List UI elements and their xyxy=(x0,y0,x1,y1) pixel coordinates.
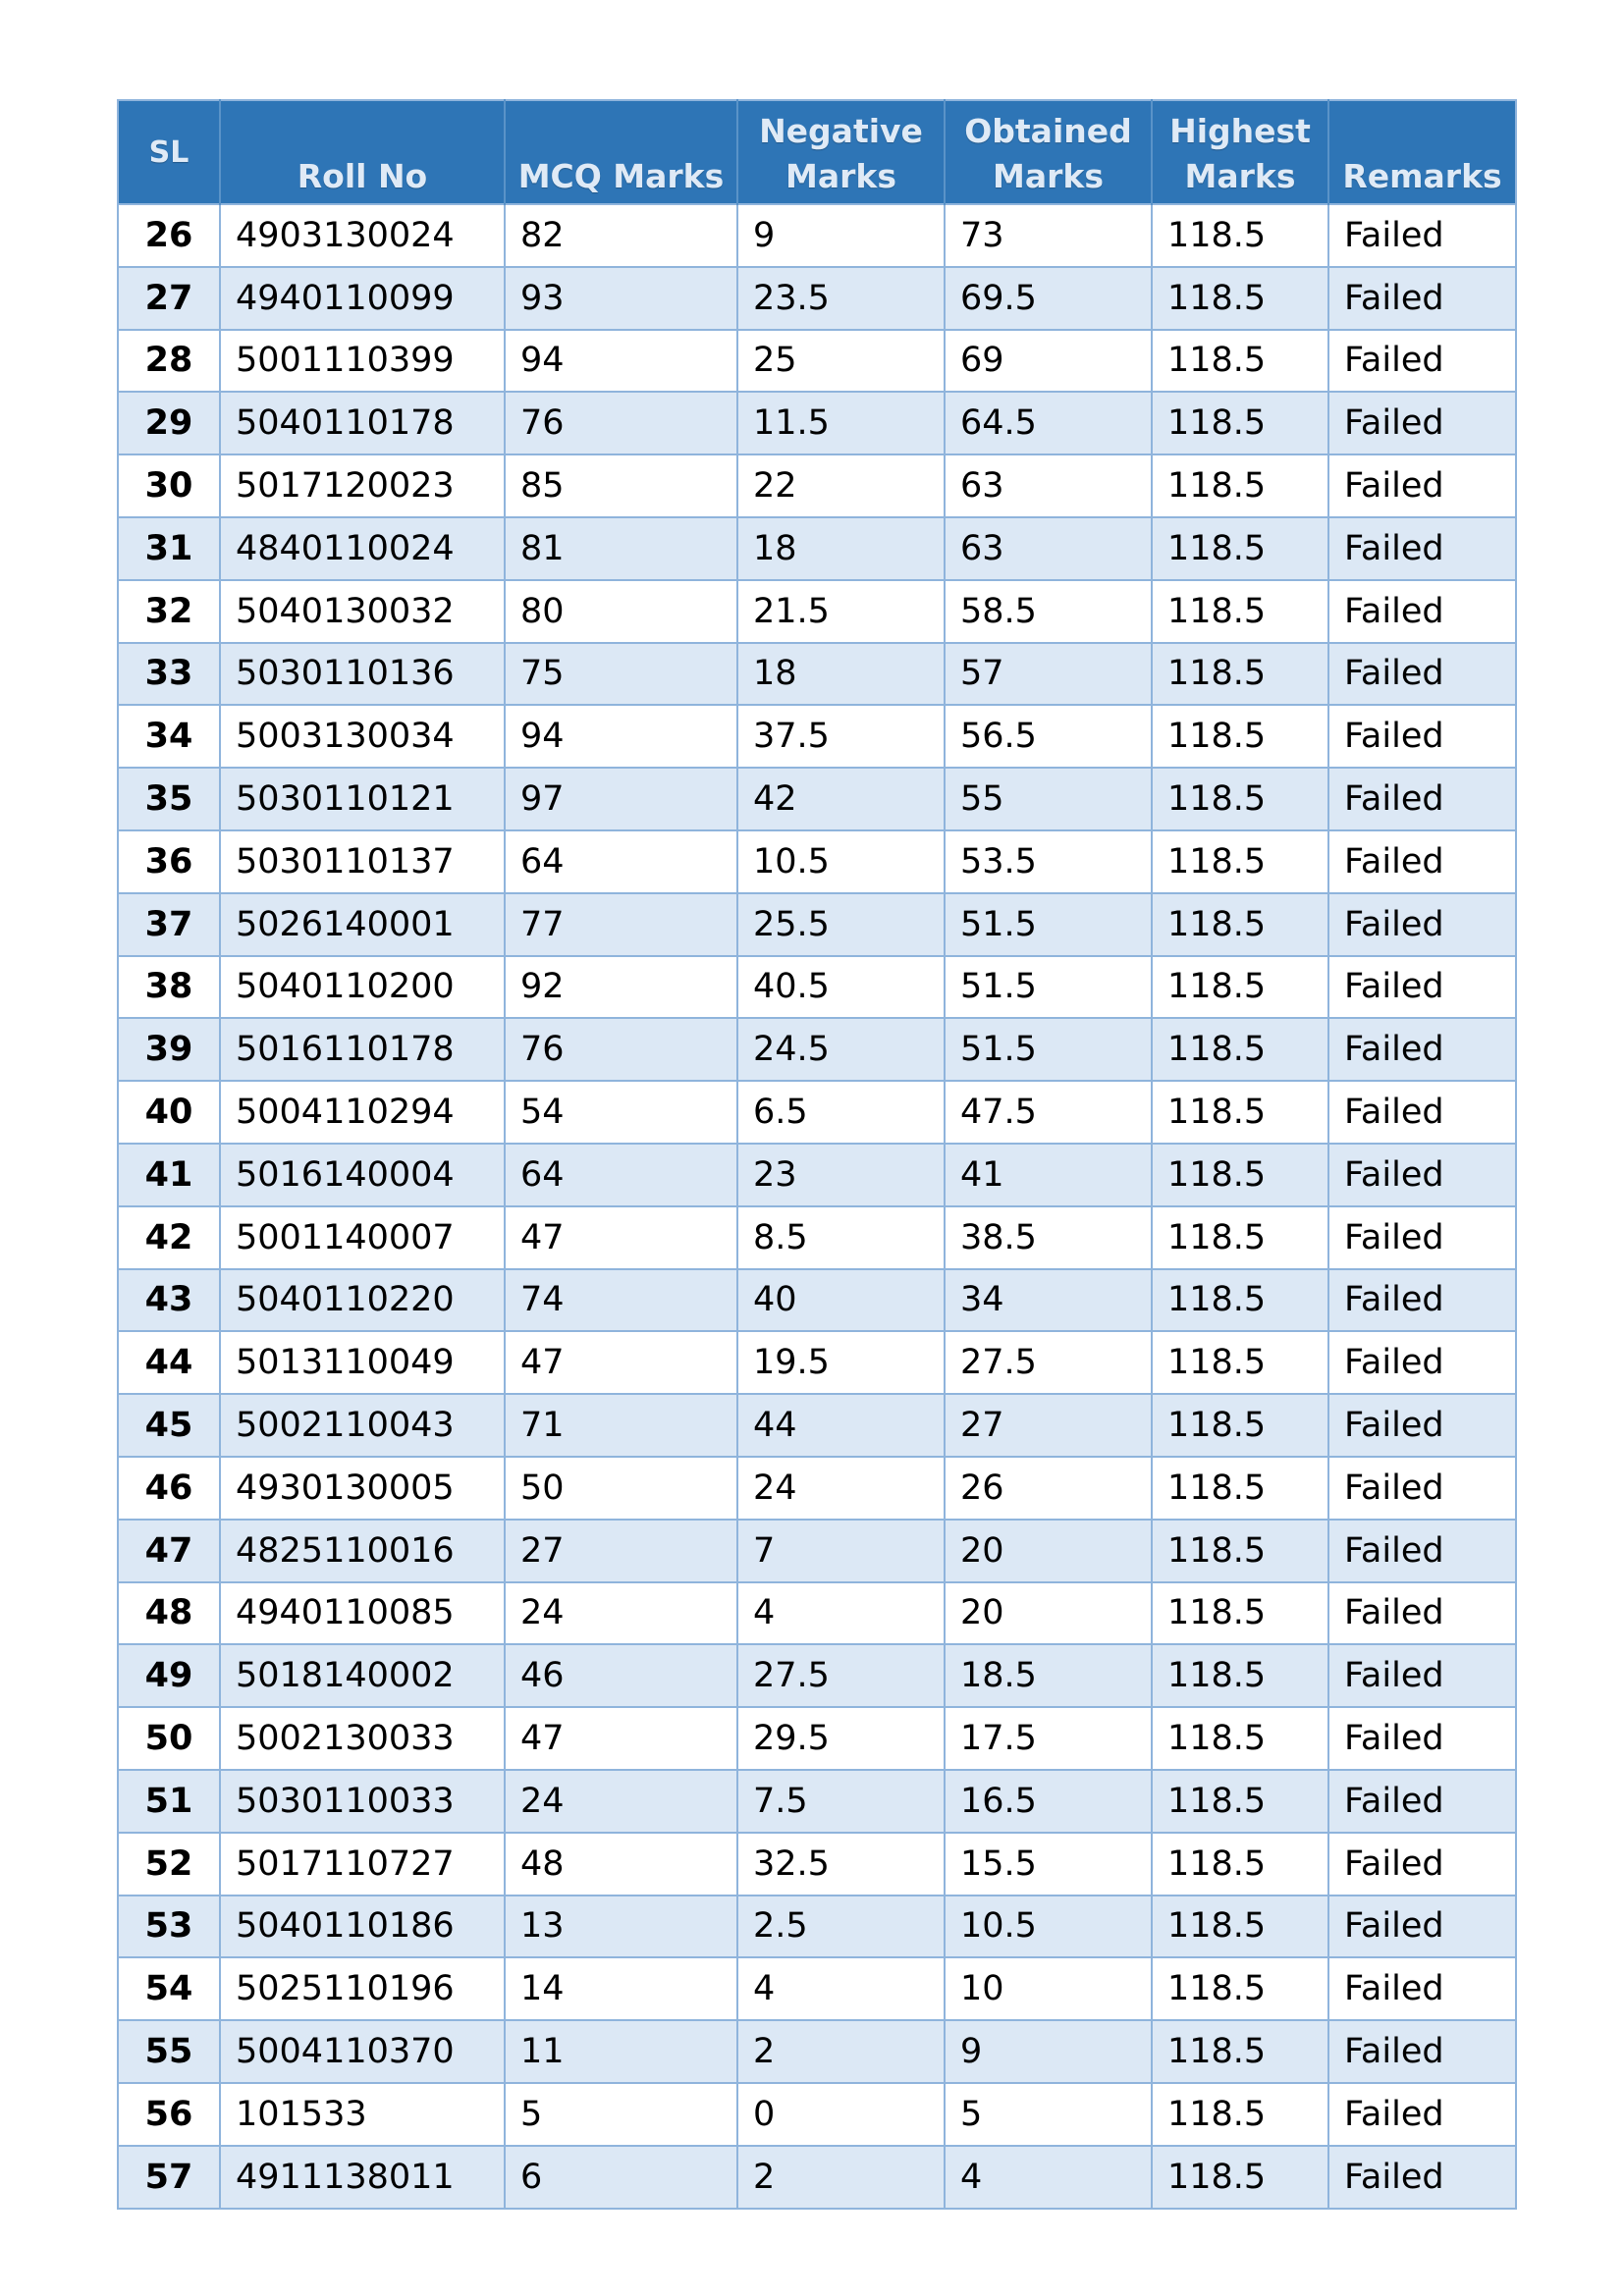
cell-roll-no: 4825110016 xyxy=(220,1520,505,1582)
cell-sl: 53 xyxy=(118,1896,220,1958)
cell-sl: 33 xyxy=(118,643,220,706)
cell-remarks: Failed xyxy=(1328,1770,1516,1833)
cell-obtained-marks: 64.5 xyxy=(945,392,1152,454)
cell-mcq-marks: 64 xyxy=(505,1144,737,1206)
cell-roll-no: 5002110043 xyxy=(220,1394,505,1457)
cell-sl: 50 xyxy=(118,1707,220,1770)
cell-roll-no: 5017120023 xyxy=(220,454,505,517)
cell-obtained-marks: 51.5 xyxy=(945,1018,1152,1081)
cell-highest-marks: 118.5 xyxy=(1152,392,1328,454)
cell-sl: 44 xyxy=(118,1331,220,1394)
cell-roll-no: 4903130024 xyxy=(220,204,505,267)
cell-negative-marks: 2 xyxy=(737,2146,945,2209)
cell-highest-marks: 118.5 xyxy=(1152,1081,1328,1144)
table-row xyxy=(118,1457,1516,1520)
cell-sl: 43 xyxy=(118,1269,220,1332)
cell-highest-marks: 118.5 xyxy=(1152,956,1328,1019)
cell-sl: 49 xyxy=(118,1644,220,1707)
cell-mcq-marks: 14 xyxy=(505,1957,737,2020)
cell-sl: 35 xyxy=(118,768,220,830)
cell-highest-marks: 118.5 xyxy=(1152,1896,1328,1958)
header-remarks xyxy=(1328,100,1516,204)
header-highest-marks xyxy=(1152,100,1328,204)
table-body xyxy=(118,204,1516,2209)
cell-sl: 27 xyxy=(118,267,220,330)
cell-negative-marks: 4 xyxy=(737,1957,945,2020)
cell-roll-no: 5026140001 xyxy=(220,893,505,956)
table-row xyxy=(118,830,1516,893)
cell-highest-marks: 118.5 xyxy=(1152,2083,1328,2146)
header-roll-no xyxy=(220,100,505,204)
cell-negative-marks: 24.5 xyxy=(737,1018,945,1081)
header-obtained-marks xyxy=(945,100,1152,204)
cell-roll-no: 5025110196 xyxy=(220,1957,505,2020)
cell-sl: 38 xyxy=(118,956,220,1019)
cell-highest-marks: 118.5 xyxy=(1152,1770,1328,1833)
cell-mcq-marks: 5 xyxy=(505,2083,737,2146)
cell-obtained-marks: 27.5 xyxy=(945,1331,1152,1394)
cell-negative-marks: 6.5 xyxy=(737,1081,945,1144)
cell-remarks: Failed xyxy=(1328,1206,1516,1269)
cell-roll-no: 5040110200 xyxy=(220,956,505,1019)
cell-roll-no: 5002130033 xyxy=(220,1707,505,1770)
cell-highest-marks: 118.5 xyxy=(1152,454,1328,517)
cell-roll-no: 5040110186 xyxy=(220,1896,505,1958)
header-obtained-marks-line2: Marks xyxy=(993,157,1104,195)
cell-mcq-marks: 11 xyxy=(505,2020,737,2083)
cell-remarks: Failed xyxy=(1328,1331,1516,1394)
cell-highest-marks: 118.5 xyxy=(1152,1707,1328,1770)
table-row xyxy=(118,1833,1516,1896)
table-row xyxy=(118,705,1516,768)
cell-roll-no: 5001110399 xyxy=(220,330,505,393)
cell-remarks: Failed xyxy=(1328,580,1516,643)
cell-remarks: Failed xyxy=(1328,1707,1516,1770)
cell-remarks: Failed xyxy=(1328,956,1516,1019)
cell-obtained-marks: 55 xyxy=(945,768,1152,830)
cell-obtained-marks: 56.5 xyxy=(945,705,1152,768)
cell-roll-no: 5001140007 xyxy=(220,1206,505,1269)
table-row xyxy=(118,2146,1516,2209)
cell-sl: 30 xyxy=(118,454,220,517)
cell-highest-marks: 118.5 xyxy=(1152,768,1328,830)
cell-mcq-marks: 47 xyxy=(505,1206,737,1269)
cell-obtained-marks: 9 xyxy=(945,2020,1152,2083)
cell-sl: 41 xyxy=(118,1144,220,1206)
cell-remarks: Failed xyxy=(1328,1833,1516,1896)
cell-highest-marks: 118.5 xyxy=(1152,1833,1328,1896)
cell-remarks: Failed xyxy=(1328,267,1516,330)
table-row xyxy=(118,893,1516,956)
cell-roll-no: 5030110136 xyxy=(220,643,505,706)
cell-negative-marks: 21.5 xyxy=(737,580,945,643)
cell-mcq-marks: 81 xyxy=(505,517,737,580)
cell-negative-marks: 9 xyxy=(737,204,945,267)
cell-roll-no: 5003130034 xyxy=(220,705,505,768)
header-mcq-marks xyxy=(505,100,737,204)
cell-obtained-marks: 26 xyxy=(945,1457,1152,1520)
cell-roll-no: 5030110033 xyxy=(220,1770,505,1833)
cell-obtained-marks: 4 xyxy=(945,2146,1152,2209)
cell-remarks: Failed xyxy=(1328,517,1516,580)
table-row xyxy=(118,1896,1516,1958)
table-row xyxy=(118,2083,1516,2146)
cell-highest-marks: 118.5 xyxy=(1152,330,1328,393)
cell-mcq-marks: 71 xyxy=(505,1394,737,1457)
cell-mcq-marks: 92 xyxy=(505,956,737,1019)
cell-obtained-marks: 20 xyxy=(945,1520,1152,1582)
cell-obtained-marks: 57 xyxy=(945,643,1152,706)
header-mcq-marks-label: MCQ Marks xyxy=(517,157,725,195)
table-row xyxy=(118,204,1516,267)
header-row xyxy=(118,100,1516,204)
cell-obtained-marks: 15.5 xyxy=(945,1833,1152,1896)
cell-sl: 40 xyxy=(118,1081,220,1144)
cell-roll-no: 5040130032 xyxy=(220,580,505,643)
cell-remarks: Failed xyxy=(1328,1644,1516,1707)
cell-sl: 26 xyxy=(118,204,220,267)
header-roll-no-label: Roll No xyxy=(297,157,428,195)
cell-mcq-marks: 46 xyxy=(505,1644,737,1707)
cell-mcq-marks: 80 xyxy=(505,580,737,643)
cell-obtained-marks: 73 xyxy=(945,204,1152,267)
cell-obtained-marks: 51.5 xyxy=(945,956,1152,1019)
cell-negative-marks: 37.5 xyxy=(737,705,945,768)
cell-mcq-marks: 64 xyxy=(505,830,737,893)
cell-roll-no: 5030110121 xyxy=(220,768,505,830)
cell-remarks: Failed xyxy=(1328,768,1516,830)
cell-sl: 52 xyxy=(118,1833,220,1896)
cell-mcq-marks: 48 xyxy=(505,1833,737,1896)
cell-sl: 57 xyxy=(118,2146,220,2209)
cell-sl: 37 xyxy=(118,893,220,956)
cell-roll-no: 5030110137 xyxy=(220,830,505,893)
table-row xyxy=(118,454,1516,517)
cell-mcq-marks: 74 xyxy=(505,1269,737,1332)
table-row xyxy=(118,2020,1516,2083)
table-row xyxy=(118,1770,1516,1833)
table-row xyxy=(118,517,1516,580)
results-sheet xyxy=(117,99,1515,2210)
cell-mcq-marks: 54 xyxy=(505,1081,737,1144)
cell-remarks: Failed xyxy=(1328,643,1516,706)
cell-negative-marks: 23 xyxy=(737,1144,945,1206)
header-obtained-marks-line1: Obtained xyxy=(964,112,1132,150)
cell-negative-marks: 24 xyxy=(737,1457,945,1520)
cell-roll-no: 5016110178 xyxy=(220,1018,505,1081)
cell-mcq-marks: 75 xyxy=(505,643,737,706)
cell-remarks: Failed xyxy=(1328,1957,1516,2020)
cell-obtained-marks: 63 xyxy=(945,454,1152,517)
cell-highest-marks: 118.5 xyxy=(1152,1582,1328,1645)
cell-highest-marks: 118.5 xyxy=(1152,204,1328,267)
cell-mcq-marks: 24 xyxy=(505,1582,737,1645)
table-header xyxy=(118,100,1516,204)
cell-highest-marks: 118.5 xyxy=(1152,1644,1328,1707)
cell-roll-no: 5004110370 xyxy=(220,2020,505,2083)
cell-negative-marks: 42 xyxy=(737,768,945,830)
cell-sl: 47 xyxy=(118,1520,220,1582)
cell-obtained-marks: 47.5 xyxy=(945,1081,1152,1144)
cell-roll-no: 5040110220 xyxy=(220,1269,505,1332)
cell-obtained-marks: 41 xyxy=(945,1144,1152,1206)
cell-mcq-marks: 27 xyxy=(505,1520,737,1582)
results-table xyxy=(117,99,1517,2210)
header-remarks-label: Remarks xyxy=(1342,157,1502,195)
header-sl xyxy=(118,100,220,204)
cell-highest-marks: 118.5 xyxy=(1152,1394,1328,1457)
cell-remarks: Failed xyxy=(1328,1144,1516,1206)
cell-sl: 42 xyxy=(118,1206,220,1269)
header-highest-marks-line1: Highest xyxy=(1169,112,1311,150)
cell-roll-no: 5004110294 xyxy=(220,1081,505,1144)
cell-remarks: Failed xyxy=(1328,1269,1516,1332)
cell-mcq-marks: 6 xyxy=(505,2146,737,2209)
cell-negative-marks: 8.5 xyxy=(737,1206,945,1269)
cell-mcq-marks: 85 xyxy=(505,454,737,517)
cell-remarks: Failed xyxy=(1328,705,1516,768)
table-row xyxy=(118,1520,1516,1582)
cell-obtained-marks: 38.5 xyxy=(945,1206,1152,1269)
cell-mcq-marks: 47 xyxy=(505,1331,737,1394)
cell-sl: 51 xyxy=(118,1770,220,1833)
cell-negative-marks: 22 xyxy=(737,454,945,517)
cell-highest-marks: 118.5 xyxy=(1152,1144,1328,1206)
cell-sl: 29 xyxy=(118,392,220,454)
cell-negative-marks: 7 xyxy=(737,1520,945,1582)
table-row xyxy=(118,956,1516,1019)
header-negative-marks-line1: Negative xyxy=(759,112,923,150)
cell-negative-marks: 32.5 xyxy=(737,1833,945,1896)
cell-obtained-marks: 17.5 xyxy=(945,1707,1152,1770)
cell-mcq-marks: 93 xyxy=(505,267,737,330)
cell-mcq-marks: 77 xyxy=(505,893,737,956)
cell-sl: 36 xyxy=(118,830,220,893)
table-row xyxy=(118,1331,1516,1394)
cell-obtained-marks: 69 xyxy=(945,330,1152,393)
table-row xyxy=(118,643,1516,706)
cell-highest-marks: 118.5 xyxy=(1152,580,1328,643)
cell-obtained-marks: 69.5 xyxy=(945,267,1152,330)
header-highest-marks-line2: Marks xyxy=(1184,157,1296,195)
cell-sl: 45 xyxy=(118,1394,220,1457)
cell-remarks: Failed xyxy=(1328,1394,1516,1457)
cell-negative-marks: 10.5 xyxy=(737,830,945,893)
cell-sl: 31 xyxy=(118,517,220,580)
cell-remarks: Failed xyxy=(1328,1018,1516,1081)
cell-negative-marks: 19.5 xyxy=(737,1331,945,1394)
cell-mcq-marks: 76 xyxy=(505,1018,737,1081)
cell-remarks: Failed xyxy=(1328,1457,1516,1520)
cell-sl: 55 xyxy=(118,2020,220,2083)
cell-roll-no: 101533 xyxy=(220,2083,505,2146)
cell-remarks: Failed xyxy=(1328,2020,1516,2083)
cell-sl: 46 xyxy=(118,1457,220,1520)
cell-negative-marks: 7.5 xyxy=(737,1770,945,1833)
cell-remarks: Failed xyxy=(1328,893,1516,956)
cell-negative-marks: 40 xyxy=(737,1269,945,1332)
cell-obtained-marks: 63 xyxy=(945,517,1152,580)
cell-negative-marks: 4 xyxy=(737,1582,945,1645)
header-sl-label: SL xyxy=(148,135,189,170)
cell-roll-no: 4840110024 xyxy=(220,517,505,580)
cell-highest-marks: 118.5 xyxy=(1152,1331,1328,1394)
cell-remarks: Failed xyxy=(1328,1582,1516,1645)
cell-roll-no: 4930130005 xyxy=(220,1457,505,1520)
table-row xyxy=(118,1707,1516,1770)
cell-negative-marks: 40.5 xyxy=(737,956,945,1019)
cell-roll-no: 4911138011 xyxy=(220,2146,505,2209)
cell-obtained-marks: 34 xyxy=(945,1269,1152,1332)
cell-roll-no: 5017110727 xyxy=(220,1833,505,1896)
cell-obtained-marks: 10.5 xyxy=(945,1896,1152,1958)
cell-sl: 28 xyxy=(118,330,220,393)
header-negative-marks xyxy=(737,100,945,204)
cell-roll-no: 4940110085 xyxy=(220,1582,505,1645)
cell-sl: 48 xyxy=(118,1582,220,1645)
cell-obtained-marks: 53.5 xyxy=(945,830,1152,893)
cell-highest-marks: 118.5 xyxy=(1152,893,1328,956)
cell-highest-marks: 118.5 xyxy=(1152,1269,1328,1332)
cell-mcq-marks: 82 xyxy=(505,204,737,267)
cell-highest-marks: 118.5 xyxy=(1152,2020,1328,2083)
table-row xyxy=(118,330,1516,393)
cell-sl: 56 xyxy=(118,2083,220,2146)
cell-obtained-marks: 16.5 xyxy=(945,1770,1152,1833)
cell-roll-no: 5013110049 xyxy=(220,1331,505,1394)
cell-remarks: Failed xyxy=(1328,1896,1516,1958)
cell-highest-marks: 118.5 xyxy=(1152,1206,1328,1269)
cell-mcq-marks: 76 xyxy=(505,392,737,454)
table-row xyxy=(118,1582,1516,1645)
cell-obtained-marks: 5 xyxy=(945,2083,1152,2146)
cell-obtained-marks: 58.5 xyxy=(945,580,1152,643)
cell-obtained-marks: 51.5 xyxy=(945,893,1152,956)
cell-negative-marks: 25.5 xyxy=(737,893,945,956)
cell-remarks: Failed xyxy=(1328,1520,1516,1582)
table-row xyxy=(118,267,1516,330)
cell-highest-marks: 118.5 xyxy=(1152,1018,1328,1081)
cell-negative-marks: 25 xyxy=(737,330,945,393)
cell-remarks: Failed xyxy=(1328,330,1516,393)
cell-negative-marks: 18 xyxy=(737,643,945,706)
cell-highest-marks: 118.5 xyxy=(1152,517,1328,580)
cell-remarks: Failed xyxy=(1328,2083,1516,2146)
cell-negative-marks: 0 xyxy=(737,2083,945,2146)
cell-negative-marks: 23.5 xyxy=(737,267,945,330)
table-row xyxy=(118,580,1516,643)
cell-sl: 39 xyxy=(118,1018,220,1081)
table-row xyxy=(118,1018,1516,1081)
cell-highest-marks: 118.5 xyxy=(1152,643,1328,706)
cell-mcq-marks: 50 xyxy=(505,1457,737,1520)
cell-obtained-marks: 10 xyxy=(945,1957,1152,2020)
cell-roll-no: 4940110099 xyxy=(220,267,505,330)
cell-obtained-marks: 20 xyxy=(945,1582,1152,1645)
table-row xyxy=(118,1269,1516,1332)
cell-sl: 32 xyxy=(118,580,220,643)
cell-mcq-marks: 13 xyxy=(505,1896,737,1958)
cell-mcq-marks: 94 xyxy=(505,705,737,768)
cell-remarks: Failed xyxy=(1328,454,1516,517)
cell-negative-marks: 44 xyxy=(737,1394,945,1457)
table-row xyxy=(118,392,1516,454)
table-row xyxy=(118,1081,1516,1144)
cell-highest-marks: 118.5 xyxy=(1152,1520,1328,1582)
cell-negative-marks: 29.5 xyxy=(737,1707,945,1770)
cell-negative-marks: 18 xyxy=(737,517,945,580)
cell-mcq-marks: 97 xyxy=(505,768,737,830)
cell-negative-marks: 2.5 xyxy=(737,1896,945,1958)
cell-negative-marks: 11.5 xyxy=(737,392,945,454)
cell-highest-marks: 118.5 xyxy=(1152,2146,1328,2209)
cell-roll-no: 5016140004 xyxy=(220,1144,505,1206)
cell-sl: 54 xyxy=(118,1957,220,2020)
table-row xyxy=(118,1957,1516,2020)
cell-remarks: Failed xyxy=(1328,2146,1516,2209)
cell-remarks: Failed xyxy=(1328,204,1516,267)
cell-roll-no: 5018140002 xyxy=(220,1644,505,1707)
cell-remarks: Failed xyxy=(1328,830,1516,893)
cell-highest-marks: 118.5 xyxy=(1152,1957,1328,2020)
cell-negative-marks: 2 xyxy=(737,2020,945,2083)
cell-obtained-marks: 27 xyxy=(945,1394,1152,1457)
cell-remarks: Failed xyxy=(1328,392,1516,454)
cell-mcq-marks: 24 xyxy=(505,1770,737,1833)
header-negative-marks-line2: Marks xyxy=(785,157,896,195)
cell-mcq-marks: 94 xyxy=(505,330,737,393)
table-row xyxy=(118,768,1516,830)
table-row xyxy=(118,1206,1516,1269)
cell-roll-no: 5040110178 xyxy=(220,392,505,454)
cell-highest-marks: 118.5 xyxy=(1152,830,1328,893)
cell-highest-marks: 118.5 xyxy=(1152,1457,1328,1520)
table-row xyxy=(118,1144,1516,1206)
table-row xyxy=(118,1644,1516,1707)
cell-mcq-marks: 47 xyxy=(505,1707,737,1770)
cell-remarks: Failed xyxy=(1328,1081,1516,1144)
cell-highest-marks: 118.5 xyxy=(1152,267,1328,330)
cell-negative-marks: 27.5 xyxy=(737,1644,945,1707)
cell-obtained-marks: 18.5 xyxy=(945,1644,1152,1707)
table-row xyxy=(118,1394,1516,1457)
cell-highest-marks: 118.5 xyxy=(1152,705,1328,768)
cell-sl: 34 xyxy=(118,705,220,768)
